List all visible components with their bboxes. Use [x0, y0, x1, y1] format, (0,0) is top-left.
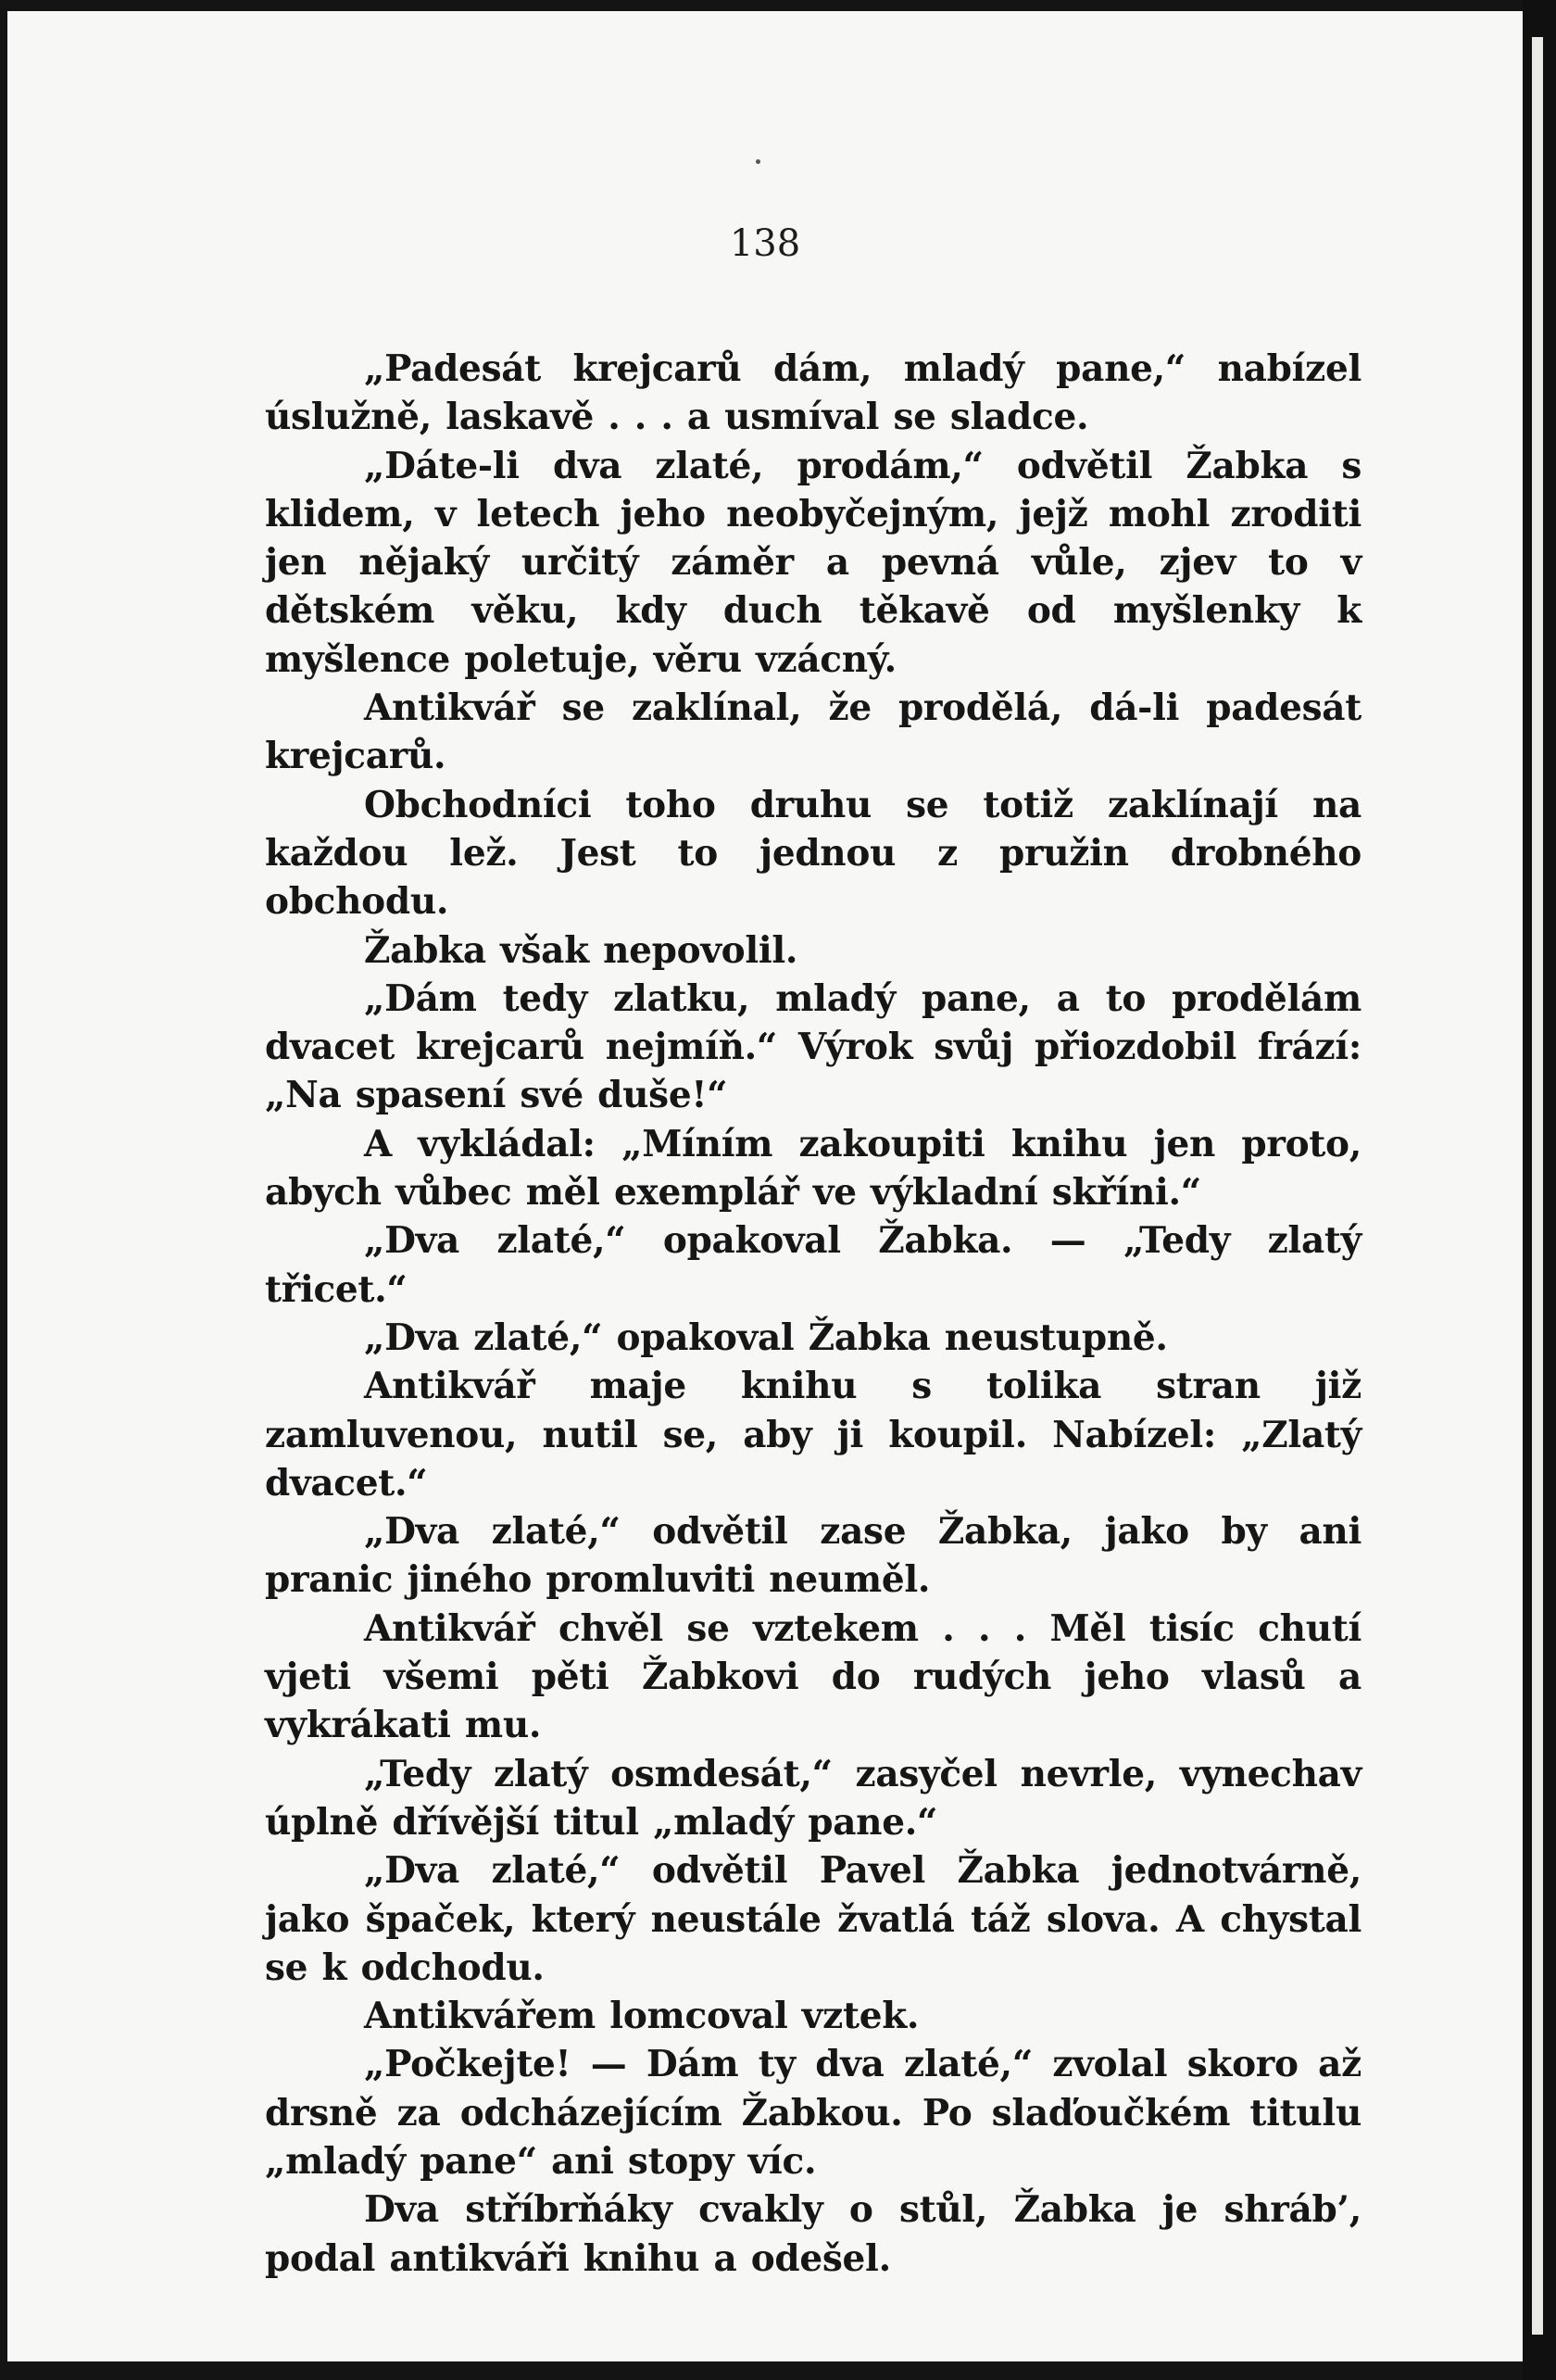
paragraph: Obchodníci toho druhu se totiž zaklínají na každou lež. Jest to jednou z pružin drobného obchodu. — [265, 783, 1362, 924]
paragraph: Antikvář maje knihu s tolika stran již zamluvenou, nutil se, aby ji koupil. Nabízel: „Zlatý dvacet.“ — [265, 1365, 1362, 1505]
paragraph: Dva stříbrňáky cvakly o stůl, Žabka je shráb’, podal antikváři knihu a odešel. — [265, 2188, 1362, 2280]
paragraph: „Dva zlaté,“ opakoval Žabka neustupně. — [364, 1316, 1168, 1359]
paragraph: „Dva zlaté,“ opakoval Žabka. — „Tedy zlatý třicet.“ — [265, 1219, 1362, 1311]
paragraph: „Dva zlaté,“ odvětil Pavel Žabka jednotvárně, jako špaček, který neustále žvatlá táž slova. A chystal se k odchodu. — [265, 1849, 1362, 1989]
body-text — [265, 345, 1362, 2283]
book-page — [7, 11, 1523, 2361]
paragraph: Antikvář chvěl se vztekem . . . Měl tisíc chutí vjeti všemi pěti Žabkovi do rudých jeho vlasů a vykrákati mu. — [265, 1606, 1362, 1747]
paragraph: „Počkejte! — Dám ty dva zlaté,“ zvolal skoro až drsně za odcházejícím Žabkou. Po slaďoučkém titulu „mladý pane“ ani stopy víc. — [265, 2043, 1362, 2183]
paragraph: Antikvářem lomcoval vztek. — [364, 1995, 920, 2038]
paragraph: Antikvář se zaklínal, že prodělá, dá-li padesát krejcarů. — [265, 686, 1362, 778]
paragraph: „Dám tedy zlatku, mladý pane, a to prodělám dvacet krejcarů nejmíň.“ Výrok svůj přiozdobil frází: „Na spasení své duše!“ — [265, 976, 1362, 1117]
paragraph: „Dáte-li dva zlaté, prodám,“ odvětil Žabka s klidem, v letech jeho neobyčejným, jejž mohl zroditi jen nějaký určitý záměr a pevná vůle, zjev to v dětském věku, kdy duch těkavě od myšlenky k myšlence poletuje, věru vzácný. — [265, 444, 1362, 681]
paragraph: „Padesát krejcarů dám, mladý pane,“ nabízel úslužně, laskavě . . . a usmíval se sladce. — [265, 347, 1362, 439]
page-number: 138 — [729, 222, 801, 265]
paragraph: Žabka však nepovolil. — [364, 928, 798, 972]
paragraph: „Tedy zlatý osmdesát,“ zasyčel nevrle, vynechav úplně dřívější titul „mladý pane.“ — [265, 1752, 1362, 1844]
next-page-edge — [1532, 37, 1543, 2335]
paragraph: A vykládal: „Míním zakoupiti knihu jen proto, abych vůbec měl exemplář ve výkladní skříni.“ — [265, 1122, 1362, 1215]
paragraph: „Dva zlaté,“ odvětil zase Žabka, jako by ani pranic jiného promluviti neuměl. — [265, 1510, 1362, 1602]
scan-speck — [756, 159, 760, 164]
scan-right-border — [1523, 0, 1556, 2380]
